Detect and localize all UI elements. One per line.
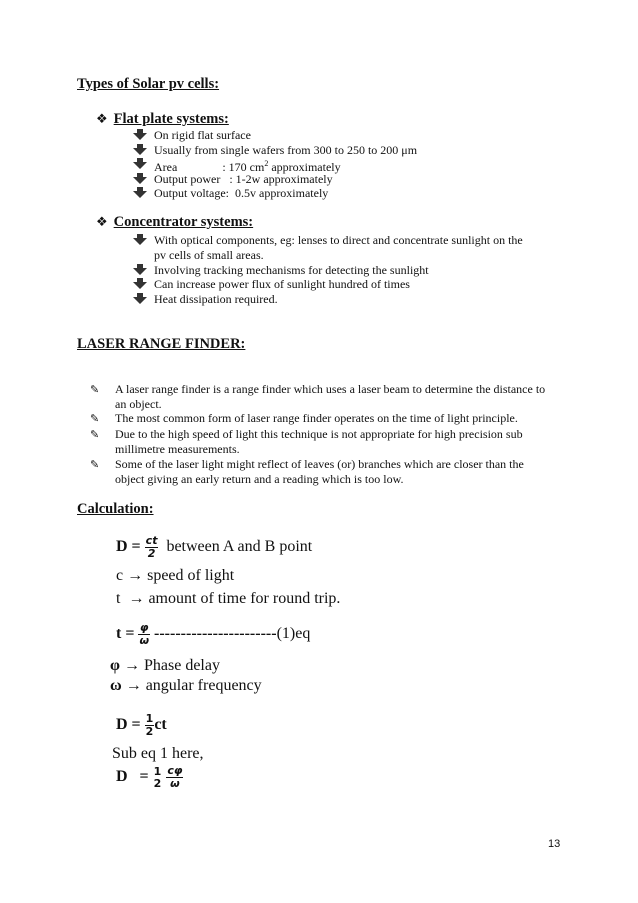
arrow-bullet-icon [133,129,147,140]
subheading-flat [96,111,229,128]
diamond-bullet-icon: ❖ [96,214,108,229]
subheading-concentrator [96,214,253,231]
scissors-bullet-icon: ✎ [90,413,100,425]
fraction: $\frac{1}{2}$ [145,712,154,738]
equation-final: D = 1 2 $\frac{c\varphi}{\omega}$ [116,764,183,790]
scissors-bullet-icon: ✎ [90,459,100,471]
equation-distance: D = $\frac{ct}{2}$ between A and B point [116,534,313,560]
arrow-bullet-icon [133,264,147,275]
definition-phi: φ → Phase delay [110,657,220,674]
definition-t: t → amount of time for round trip. [116,590,341,607]
scissors-bullet-icon: ✎ [90,429,100,441]
definition-c: c → speed of light [116,567,235,584]
fraction: $\frac{ct}{2}$ [145,534,158,560]
arrow-bullet-icon [133,278,147,289]
scissors-bullet-icon: ✎ [90,384,100,396]
fraction: $\frac{\varphi}{\omega}$ [139,621,150,647]
arrow-bullet-icon [133,187,147,198]
fraction: $\frac{c\varphi}{\omega}$ [167,764,183,790]
substitution-note: Sub eq 1 here, [112,745,204,762]
equation-distance-half: D = $\frac{1}{2}$ ct [116,712,167,738]
definition-omega: ω → angular frequency [110,677,262,694]
section-heading-types: Types of Solar pv cells: [77,76,220,92]
section-heading-calculation: Calculation: [77,501,154,517]
arrow-bullet-icon [133,173,147,184]
arrow-bullet-icon [133,234,147,245]
diamond-bullet-icon: ❖ [96,111,108,126]
subheading-concentrator-label: Concentrator systems: [113,214,254,230]
fraction: 1 2 [153,764,162,790]
arrow-bullet-icon [133,158,147,169]
equation-time: t = $\frac{\varphi}{\omega}$ -----------------------(1)eq [116,621,311,647]
subheading-flat-label: Flat plate systems: [113,111,229,127]
arrow-bullet-icon [133,293,147,304]
page-number: 13 [548,838,561,850]
section-heading-laser: LASER RANGE FINDER: [77,336,246,352]
arrow-bullet-icon [133,144,147,155]
